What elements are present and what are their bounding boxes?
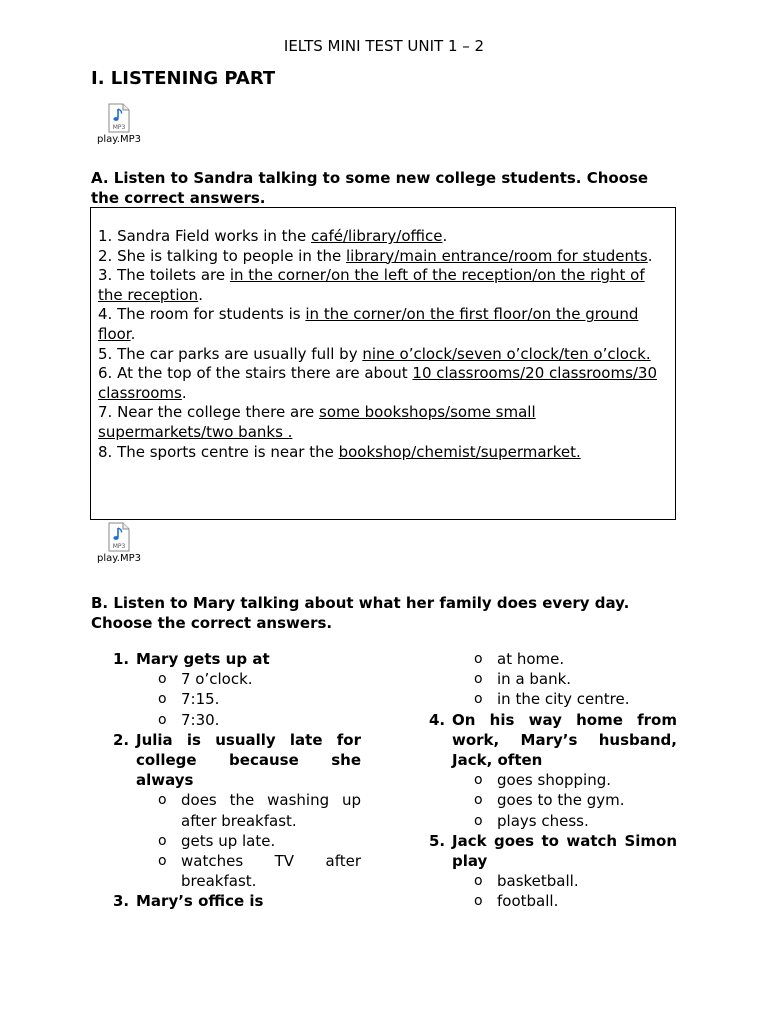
answer-choices: some bookshops/some small supermarkets/two banks . — [98, 403, 536, 441]
question-number: 5. — [429, 831, 446, 850]
file-type-label: MP3 — [112, 543, 126, 550]
option-bullet: o — [474, 812, 483, 829]
option-bullet: o — [474, 893, 483, 910]
question-tail: . — [130, 324, 136, 343]
question-text: 7. Near the college there are — [98, 403, 320, 422]
option-text: 7:15. — [181, 690, 220, 709]
audio-attachment[interactable] — [89, 522, 149, 564]
question-number: 4. — [429, 710, 446, 729]
option-text: 7 o’clock. — [181, 670, 253, 689]
answer-option — [113, 831, 361, 851]
answer-choices: in the corner/on the left of the reception/on the right of the reception — [98, 266, 645, 304]
option-text: in the city centre. — [497, 690, 630, 709]
answer-option — [113, 710, 361, 730]
option-bullet: o — [474, 691, 483, 708]
question-line — [98, 247, 669, 267]
option-text: goes shopping. — [497, 771, 612, 790]
answer-option — [429, 770, 677, 790]
option-text: in a bank. — [497, 670, 572, 689]
question-line — [98, 345, 669, 365]
question-line — [98, 227, 669, 247]
audio-file-icon — [107, 103, 131, 133]
option-bullet: o — [474, 873, 483, 890]
question-line — [98, 403, 669, 442]
answer-option — [113, 669, 361, 689]
answer-choices: 10 classrooms/20 classrooms/30 classrooms — [98, 364, 658, 402]
question-line — [98, 443, 669, 463]
question-text: Mary gets up at — [136, 650, 270, 668]
question-text: 8. The sports centre is near the — [98, 442, 339, 461]
question-item — [113, 649, 361, 669]
option-text: plays chess. — [497, 811, 589, 830]
part-a-question-box — [90, 207, 676, 520]
option-bullet: o — [158, 832, 167, 849]
part-b-right-column — [429, 649, 677, 912]
part-a-heading: A. Listen to Sandra talking to some new college students. Choose the correct answers. — [91, 169, 649, 207]
question-tail: . — [442, 227, 448, 245]
question-text: On his way home from work, Mary’s husband, Jack, often — [452, 710, 677, 770]
question-line — [98, 266, 669, 305]
answer-option — [429, 871, 677, 891]
question-text: 3. The toilets are — [98, 266, 230, 285]
option-bullet: o — [158, 853, 167, 870]
answer-option — [113, 790, 361, 830]
option-text: watches TV after breakfast. — [181, 852, 361, 891]
audio-attachment[interactable] — [89, 103, 149, 145]
question-text: Jack goes to watch Simon play — [452, 831, 677, 871]
answer-option — [429, 689, 677, 709]
question-item — [429, 710, 677, 771]
answer-option — [429, 649, 677, 669]
question-item — [429, 831, 677, 871]
option-text: gets up late. — [181, 831, 276, 850]
question-text: Mary’s office is — [136, 892, 264, 911]
answer-choices: in the corner/on the first floor/on the ground floor — [98, 305, 639, 343]
attachment-caption: play.MP3 — [97, 134, 141, 145]
option-text: does the washing up after breakfast. — [181, 791, 361, 830]
document-title: IELTS MINI TEST UNIT 1 – 2 — [283, 37, 485, 55]
answer-option — [429, 891, 677, 911]
option-text: at home. — [497, 650, 565, 668]
answer-option — [113, 851, 361, 891]
section-heading: I. LISTENING PART — [91, 68, 276, 89]
option-text: basketball. — [497, 872, 579, 891]
question-text: 5. The car parks are usually full by — [98, 344, 363, 363]
answer-choices: library/main entrance/room for students — [346, 246, 648, 265]
question-number: 2. — [113, 730, 130, 749]
question-item — [113, 891, 361, 911]
audio-file-icon — [107, 522, 131, 552]
option-bullet: o — [158, 711, 167, 728]
question-text: Julia is usually late for college because she always — [136, 730, 361, 790]
option-bullet: o — [474, 651, 483, 667]
part-b-left-column — [113, 649, 361, 912]
answer-option — [113, 689, 361, 709]
option-text: goes to the gym. — [497, 791, 625, 810]
option-bullet: o — [158, 691, 167, 708]
question-line — [98, 305, 669, 344]
option-text: football. — [497, 892, 559, 911]
answer-choices: bookshop/chemist/supermarket. — [338, 442, 581, 461]
option-bullet: o — [474, 792, 483, 809]
question-tail: . — [198, 285, 203, 304]
question-text: 1. Sandra Field works in the — [98, 227, 312, 245]
answer-choices: nine o’clock/seven o’clock/ten o’clock. — [362, 344, 651, 363]
part-b-heading: B. Listen to Mary talking about what her family does every day. Choose the correct answers. — [91, 594, 630, 632]
question-text: 2. She is talking to people in the — [98, 246, 347, 265]
question-item — [113, 730, 361, 791]
answer-option — [429, 790, 677, 810]
question-text: 4. The room for students is — [98, 305, 306, 324]
file-type-label: MP3 — [112, 124, 126, 131]
question-line — [98, 364, 669, 403]
option-bullet: o — [158, 792, 167, 809]
answer-choices: café/library/office — [311, 227, 443, 245]
answer-option — [429, 669, 677, 689]
question-number: 3. — [113, 892, 130, 911]
attachment-caption: play.MP3 — [97, 553, 141, 564]
question-tail: . — [647, 246, 653, 265]
answer-option — [429, 811, 677, 831]
option-text: 7:30. — [181, 710, 220, 729]
option-bullet: o — [158, 671, 167, 688]
option-bullet: o — [474, 671, 483, 688]
question-tail: . — [181, 383, 187, 402]
question-text: 6. At the top of the stairs there are about — [98, 364, 413, 383]
question-number: 1. — [113, 650, 130, 668]
option-bullet: o — [474, 772, 483, 789]
